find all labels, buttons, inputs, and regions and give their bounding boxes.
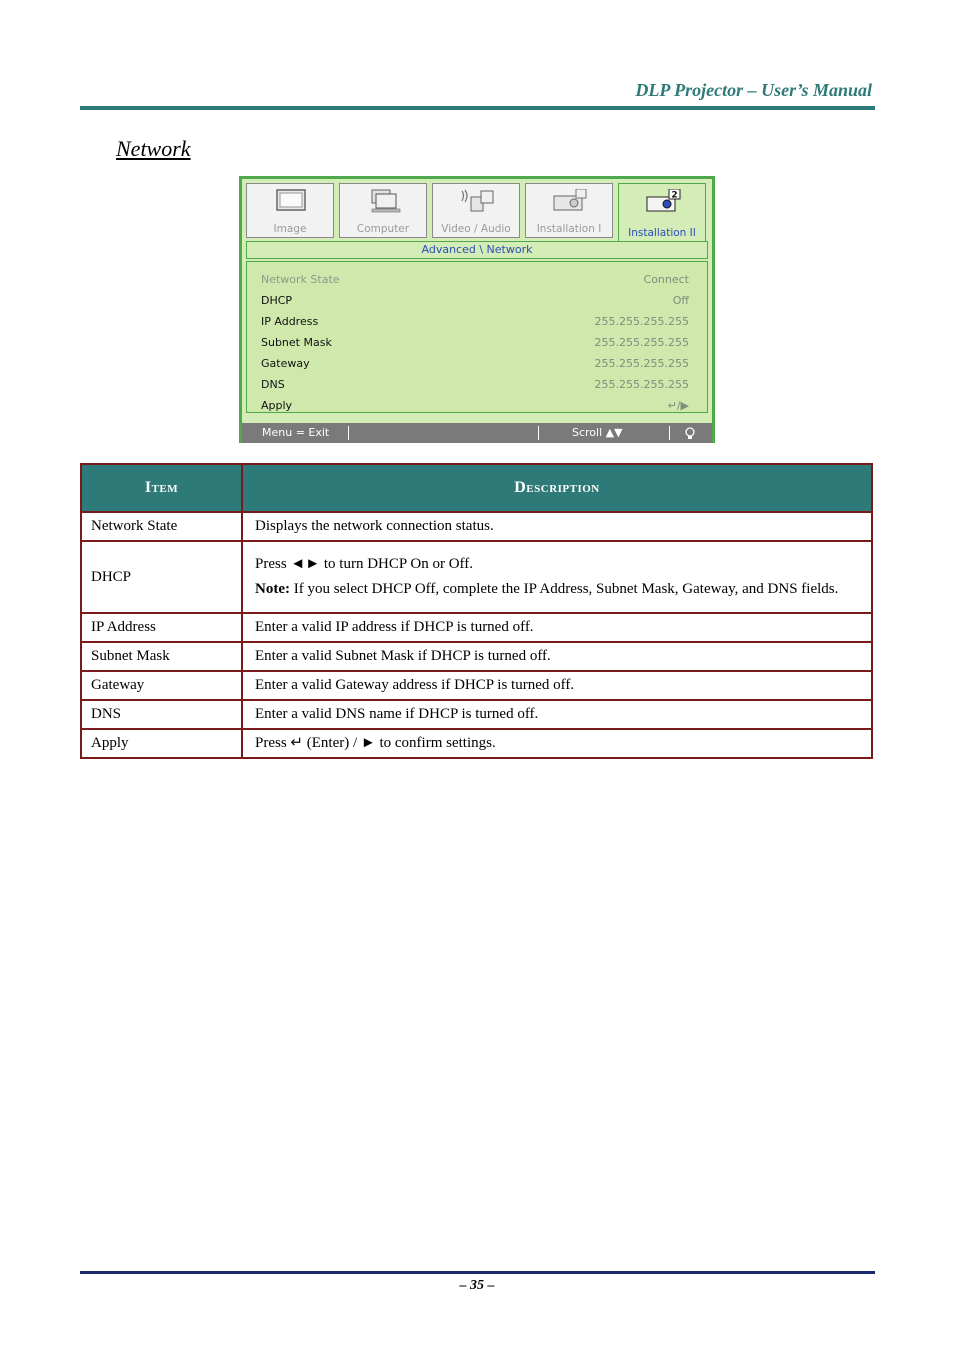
osd-row-value: Connect	[643, 273, 689, 286]
osd-row-label: IP Address	[261, 315, 319, 328]
svg-text:2: 2	[671, 190, 678, 201]
osd-row-value: 255.255.255.255	[594, 336, 689, 349]
lightbulb-icon	[684, 427, 696, 440]
image-icon	[273, 189, 309, 213]
table-row	[81, 512, 872, 541]
osd-row-value: 255.255.255.255	[594, 315, 689, 328]
column-header-description: Description	[242, 464, 872, 512]
description-cell	[242, 541, 872, 613]
installation-1-icon	[552, 189, 588, 213]
tab-image[interactable]	[246, 183, 334, 238]
item-cell: DHCP	[81, 541, 242, 613]
footer-separator	[669, 426, 670, 440]
table-header-row	[81, 464, 872, 512]
description-cell: Enter a valid IP address if DHCP is turned off.	[242, 613, 872, 642]
footer-separator	[538, 426, 539, 440]
osd-row-subnet-mask[interactable]	[261, 333, 689, 353]
osd-footer-bar	[242, 423, 712, 443]
computer-icon	[366, 189, 402, 213]
tab-installation-2[interactable]	[618, 183, 706, 241]
osd-row-label: DNS	[261, 378, 285, 391]
table-row	[81, 729, 872, 758]
osd-row-gateway[interactable]	[261, 354, 689, 374]
footer-separator	[348, 426, 349, 440]
table-row	[81, 613, 872, 642]
note-text: If you select DHCP Off, complete the IP Address, Subnet Mask, Gateway, and DNS fields.	[289, 581, 839, 597]
osd-row-dns[interactable]	[261, 375, 689, 395]
tab-label: Video / Audio	[441, 223, 511, 235]
description-cell: Enter a valid DNS name if DHCP is turned off.	[242, 700, 872, 729]
tab-installation-1[interactable]	[525, 183, 613, 238]
header-rule	[80, 106, 875, 110]
tab-label: Installation II	[628, 227, 696, 239]
table-row	[81, 671, 872, 700]
osd-row-label: Apply	[261, 399, 293, 412]
osd-row-label: DHCP	[261, 294, 293, 307]
menu-exit-hint: Menu = Exit	[262, 426, 330, 439]
description-note	[255, 580, 862, 599]
tab-label: Image	[273, 223, 307, 235]
column-header-item: Item	[81, 464, 242, 512]
osd-settings-list	[246, 261, 708, 413]
description-cell: Enter a valid Subnet Mask if DHCP is turned off.	[242, 642, 872, 671]
footer-rule	[80, 1271, 875, 1274]
video-audio-icon	[459, 189, 495, 213]
osd-row-label: Network State	[261, 273, 340, 286]
osd-menu	[239, 176, 715, 443]
note-label: Note:	[255, 581, 290, 597]
submenu-title: Advanced \ Network	[246, 241, 708, 259]
table-row	[81, 541, 872, 613]
settings-description-table	[80, 463, 873, 759]
item-cell: Gateway	[81, 671, 242, 700]
tab-label: Installation I	[536, 223, 602, 235]
description-text: Press ◄► to turn DHCP On or Off.	[255, 556, 474, 572]
section-title: Network	[116, 136, 191, 161]
description-cell: Press ↵ (Enter) / ► to confirm settings.	[242, 729, 872, 758]
osd-row-label: Subnet Mask	[261, 336, 332, 349]
osd-row-network-state[interactable]	[261, 270, 689, 290]
item-cell: Network State	[81, 512, 242, 541]
item-cell: Subnet Mask	[81, 642, 242, 671]
osd-row-value: Off	[672, 294, 689, 307]
tab-label: Computer	[356, 223, 410, 235]
item-cell: Apply	[81, 729, 242, 758]
osd-row-label: Gateway	[261, 357, 310, 370]
osd-row-value: 255.255.255.255	[594, 357, 689, 370]
scroll-hint: Scroll ▲▼	[572, 426, 623, 439]
tab-video-audio[interactable]	[432, 183, 520, 238]
table-row	[81, 642, 872, 671]
tab-computer[interactable]	[339, 183, 427, 238]
description-cell: Displays the network connection status.	[242, 512, 872, 541]
page-number: – 35 –	[459, 1278, 495, 1293]
osd-row-value: 255.255.255.255	[594, 378, 689, 391]
osd-row-value: ↵/▶	[667, 399, 689, 412]
osd-row-apply[interactable]	[261, 396, 689, 416]
description-cell: Enter a valid Gateway address if DHCP is turned off.	[242, 671, 872, 700]
item-cell: IP Address	[81, 613, 242, 642]
osd-row-ip-address[interactable]	[261, 312, 689, 332]
table-row	[81, 700, 872, 729]
header-title: DLP Projector – User’s Manual	[635, 80, 872, 100]
osd-row-dhcp[interactable]	[261, 291, 689, 311]
installation-2-icon	[645, 189, 681, 213]
item-cell: DNS	[81, 700, 242, 729]
